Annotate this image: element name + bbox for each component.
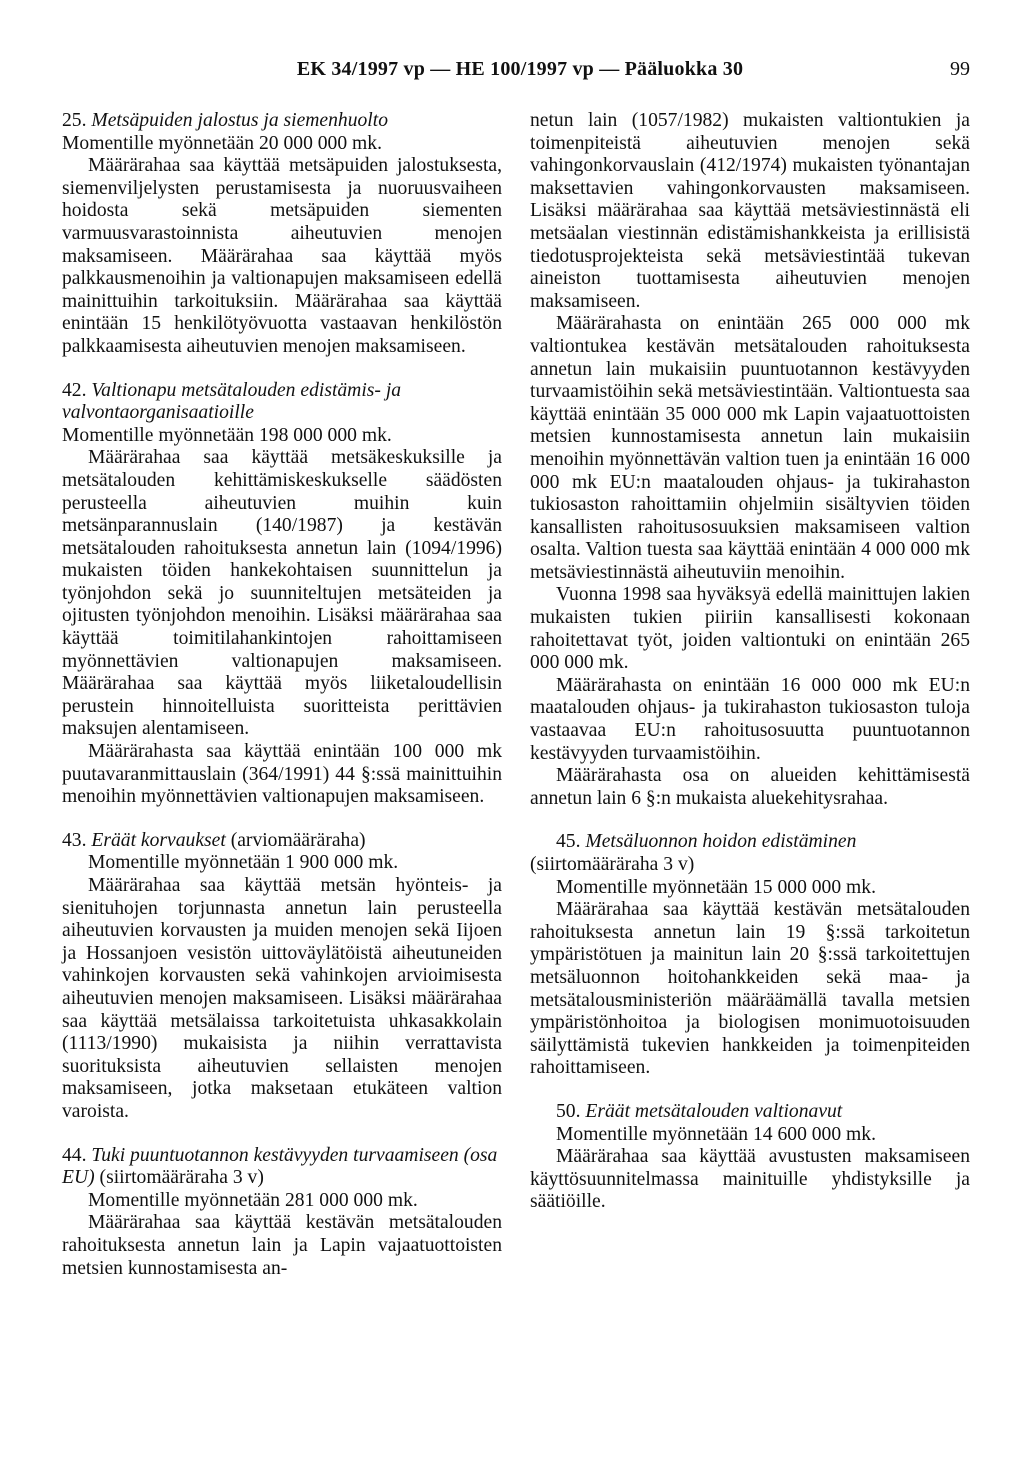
- section-50-heading: [530, 1101, 970, 1124]
- section-title: Valtionapu metsätalouden edistämis- ja valvontaorganisaatioille: [62, 379, 402, 424]
- section-45-heading: [530, 831, 970, 876]
- section-42-appropriation: Momentille myönnetään 198 000 000 mk.: [62, 424, 392, 446]
- section-25-appropriation: Momentille myönnetään 20 000 000 mk.: [62, 132, 382, 154]
- page-header: [0, 58, 1024, 88]
- section-42-heading: [62, 380, 502, 425]
- left-column: [62, 110, 502, 1280]
- section-number: 43.: [62, 829, 92, 851]
- page-number: 99: [950, 58, 970, 80]
- section-43-paragraph: Määrärahaa saa käyttää metsän hyönteis- ja sienituhojen torjunnasta annetun lain perusteella aiheutuvien korvausten ja muiden menojen sekä Iijoen ja Hossanjoen vesistön uittoväylätöistä aiheutuneiden vahinkojen korvausten sekä vahinkojen arvioimisesta aiheutuvien menojen maksamiseen. Lisäksi määrärahaa saa käyttää metsälaissa tarkoitetuista uhkasakkolain (1113/1990) mukaisista ja niihin verrattavista suorituksista aiheutuvien sellaisten menojen maksamiseen, jotka maksetaan etukäteen valtion varoista.: [62, 875, 502, 1122]
- section-44-paragraph: Määrärahaa saa käyttää kestävän metsätalouden rahoituksesta annetun lain ja Lapin vajaatuottoisten metsien kunnostamisesta an-: [62, 1212, 502, 1279]
- section-25-paragraph: Määrärahaa saa käyttää metsäpuiden jalostuksesta, siemenviljelysten perustamisesta ja nuoruusvaiheen hoidosta sekä metsäpuiden siementen varmuusvarastoinnista aiheutuvien menojen maksamiseen. Määrärahaa saa käyttää myös palkkausmenoihin ja valtionapujen maksamiseen edellä mainittuihin tarkoituksiin. Määrärahaa saa käyttää enintään 15 henkilötyövuotta vastaavan henkilöstön palkkaamisesta aiheutuvien menojen maksamiseen.: [62, 155, 502, 357]
- section-number: 50.: [556, 1100, 586, 1122]
- section-44-appropriation: Momentille myönnetään 281 000 000 mk.: [88, 1189, 418, 1211]
- section-number: 25.: [62, 110, 92, 131]
- right-column: [530, 110, 970, 1214]
- section-number: 42.: [62, 379, 92, 401]
- section-title-suffix: (siirtomääräraha 3 v): [530, 854, 695, 875]
- section-title: Eräät metsätalouden valtionavut: [585, 1100, 843, 1122]
- section-title-suffix: (siirtomääräraha 3 v): [94, 1167, 264, 1189]
- section-44-paragraph-continued: netun lain (1057/1982) mukaisten valtiontukien ja toimenpiteistä aiheutuvien menojen sekä vahingonkorvauslain (412/1974) mukaisten työnantajan maksettavien vahingonkorvausten maksamiseen. Lisäksi määrärahaa saa käyttää metsäviestinnästä eli metsäalan viestinnän edistämishankkeista ja erillisistä tiedotusprojekteista sekä metsäviestintää tukevan aineiston tuottamisesta aiheutuvien menojen maksamiseen.: [530, 110, 970, 312]
- section-50-appropriation: Momentille myönnetään 14 600 000 mk.: [556, 1123, 876, 1145]
- section-title: Metsäluonnon hoidon edistäminen: [585, 831, 857, 853]
- running-header: EK 34/1997 vp — HE 100/1997 vp — Pääluokka 30: [296, 58, 744, 80]
- section-title: Metsäpuiden jalostus ja siemenhuolto: [91, 110, 388, 131]
- section-25-heading: [62, 110, 502, 133]
- section-44-heading: [62, 1145, 502, 1190]
- section-50-paragraph: Määrärahaa saa käyttää avustusten maksamiseen käyttösuunnitelmassa mainituille yhdistyksille ja säätiöille.: [530, 1146, 970, 1213]
- section-42-paragraph: Määrärahaa saa käyttää metsäkeskuksille ja metsätalouden kehittämiskeskukselle säädösten perusteella aiheutuvien muihin kuin metsänparannuslain (140/1987) ja kestävän metsätalouden rahoituksesta annetun lain (1094/1996) mukaisten töiden hankekohtaisen suunnittelun ja työnjohdon sekä jo suunniteltujen metsäteiden ja ojitusten työnjohdon menoihin. Lisäksi määrärahaa saa käyttää toimitilahankintojen rahoittamiseen myönnettävien valtionapujen maksamiseen. Määrärahaa saa käyttää myös liiketaloudellisin perustein hinnoitelluista suoritteista perittävien maksujen alentamiseen.: [62, 447, 502, 740]
- section-45-appropriation: Momentille myönnetään 15 000 000 mk.: [556, 876, 876, 898]
- section-title: Tuki puuntuotannon kestävyyden turvaamiseen (osa EU): [62, 1144, 498, 1189]
- section-44-paragraph: Määrärahasta on enintään 265 000 000 mk valtiontukea kestävän metsätalouden rahoituksesta annetun lain mukaisiin puuntuotannon kestävyyden turvaamistöihin sekä metsäviestintään. Valtiontuesta saa käyttää enintään 35 000 000 mk Lapin vajaatuottoisten metsien kunnostamisesta annetun lain mukaisiin menoihin myönnettävän valtion tuen ja enintään 16 000 000 mk EU:n maatalouden ohjaus- ja tukirahaston tukiosaston rahoittamiin ohjelmiin sisältyvien töiden kansallisten rahoitusosuuksien maksamiseen valtion osalta. Valtion tuesta saa käyttää enintään 4 000 000 mk metsäviestinnästä aiheutuviin menoihin.: [530, 313, 970, 583]
- section-title-suffix: (arviomääräraha): [225, 829, 366, 851]
- section-43-heading: [62, 830, 502, 853]
- section-42-paragraph: Määrärahasta saa käyttää enintään 100 000 mk puutavaranmittauslain (364/1991) 44 §:ssä mainittuihin menoihin myönnettävien valtionapujen maksamiseen.: [62, 741, 502, 808]
- section-44-paragraph: Määrärahasta osa on alueiden kehittämisestä annetun lain 6 §:n mukaista aluekehitysrahaa.: [530, 765, 970, 809]
- section-number: 45.: [556, 831, 586, 853]
- section-number: 44.: [62, 1144, 92, 1166]
- section-45-paragraph: Määrärahaa saa käyttää kestävän metsätalouden rahoituksesta annetun lain 19 §:ssä tarkoitetun ympäristötuen ja mainitun lain 20 §:ssä tarkoitettujen metsäluonnon hoitohankkeiden sekä maa- ja metsätalousministeriön määräämällä tavalla metsien ympäristönhoitoa ja biologisen monimuotoisuuden säilyttämistä tukevien hankkeiden ja toimenpiteiden rahoittamiseen.: [530, 899, 970, 1079]
- section-44-paragraph: Määrärahasta on enintään 16 000 000 mk EU:n maatalouden ohjaus- ja tukirahaston tukiosaston tuloja vastaavaa EU:n rahoitusosuutta puuntuotannon kestävyyden turvaamistöihin.: [530, 674, 970, 764]
- section-44-paragraph: Vuonna 1998 saa hyväksyä edellä mainittujen lakien mukaisten tukien piiriin kansallisesti kokonaan rahoitettavat työt, joiden valtiontuki on enintään 265 000 000 mk.: [530, 584, 970, 674]
- section-title: Eräät korvaukset: [91, 829, 226, 851]
- section-43-appropriation: Momentille myönnetään 1 900 000 mk.: [88, 852, 399, 874]
